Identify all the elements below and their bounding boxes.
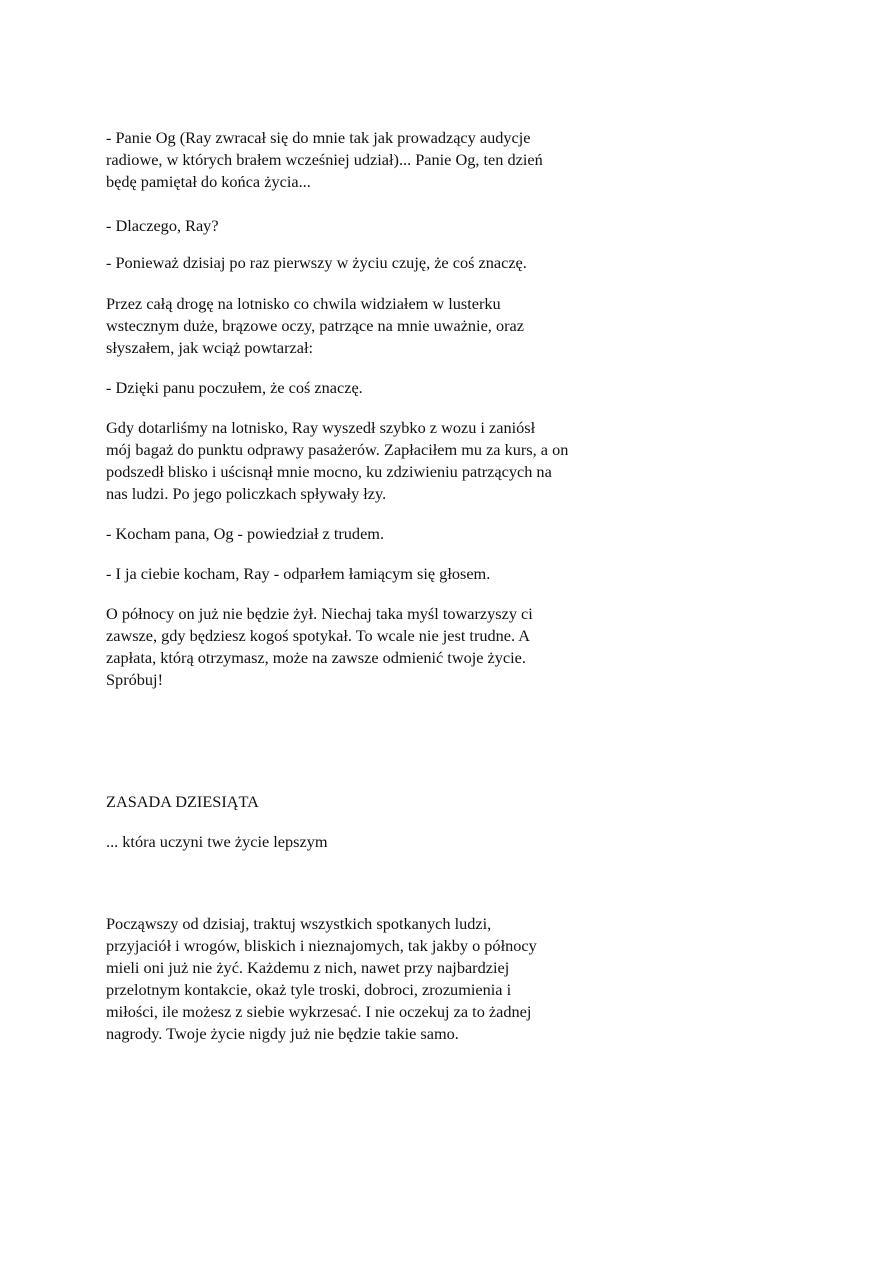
text-line: nas ludzi. Po jego policzkach spływały łzy.: [106, 484, 387, 503]
paragraph-ray-dialogue-1: [106, 127, 626, 193]
paragraph-og-love: [106, 563, 626, 585]
text-line: słyszałem, jak wciąż powtarzał:: [106, 338, 314, 357]
text-line: Począwszy od dzisiaj, traktuj wszystkich spotkanych ludzi,: [106, 914, 492, 933]
heading-text: ZASADA DZIESIĄTA: [106, 792, 259, 811]
paragraph-ray-answer: [106, 252, 626, 274]
text-line: Przez całą drogę na lotnisko co chwila widziałem w lusterku: [106, 294, 501, 313]
text-line: miłości, ile możesz z siebie wykrzesać. I nie oczekuj za to żadnej: [106, 1002, 532, 1021]
section-heading: [106, 791, 626, 813]
paragraph-airport-drive: [106, 293, 626, 359]
section-subheading: [106, 831, 626, 853]
text-line: przelotnym kontakcie, okaż tyle troski, dobroci, zrozumienia i: [106, 980, 512, 999]
text-line: zawsze, gdy będziesz kogoś spotykał. To wcale nie jest trudne. A: [106, 626, 531, 645]
text-line: zapłata, którą otrzymasz, może na zawsze odmienić twoje życie.: [106, 648, 526, 667]
text-line: będę pamiętał do końca życia...: [106, 172, 311, 191]
text-line: wstecznym duże, brązowe oczy, patrzące na mnie uważnie, oraz: [106, 316, 524, 335]
text-line: - Kocham pana, Og - powiedział z trudem.: [106, 524, 385, 543]
text-line: O północy on już nie będzie żył. Niechaj taka myśl towarzyszy ci: [106, 604, 533, 623]
text-line: Spróbuj!: [106, 670, 163, 689]
text-line: mój bagaż do punktu odprawy pasażerów. Zapłaciłem mu za kurs, a on: [106, 440, 569, 459]
paragraph-midnight-thought: [106, 603, 626, 691]
text-line: Gdy dotarliśmy na lotnisko, Ray wyszedł szybko z wozu i zaniósł: [106, 418, 536, 437]
text-line: mieli oni już nie żyć. Każdemu z nich, nawet przy najbardziej: [106, 958, 510, 977]
text-line: - Dlaczego, Ray?: [106, 216, 219, 235]
paragraph-rule-ten: [106, 913, 626, 1045]
paragraph-airport-arrival: [106, 417, 626, 505]
text-line: przyjaciół i wrogów, bliskich i nieznajomych, tak jakby o północy: [106, 936, 537, 955]
paragraph-og-question: [106, 215, 626, 237]
text-line: - Dzięki panu poczułem, że coś znaczę.: [106, 378, 363, 397]
paragraph-ray-thanks: [106, 377, 626, 399]
text-line: - I ja ciebie kocham, Ray - odparłem łamiącym się głosem.: [106, 564, 491, 583]
paragraph-ray-love: [106, 523, 626, 545]
subheading-text: ... która uczyni twe życie lepszym: [106, 832, 328, 851]
text-line: radiowe, w których brałem wcześniej udział)... Panie Og, ten dzień: [106, 150, 543, 169]
text-line: nagrody. Twoje życie nigdy już nie będzie takie samo.: [106, 1024, 459, 1043]
text-line: - Panie Og (Ray zwracał się do mnie tak jak prowadzący audycje: [106, 128, 531, 147]
text-line: podszedł blisko i uścisnął mnie mocno, ku zdziwieniu patrzących na: [106, 462, 552, 481]
text-line: - Ponieważ dzisiaj po raz pierwszy w życiu czuję, że coś znaczę.: [106, 253, 527, 272]
